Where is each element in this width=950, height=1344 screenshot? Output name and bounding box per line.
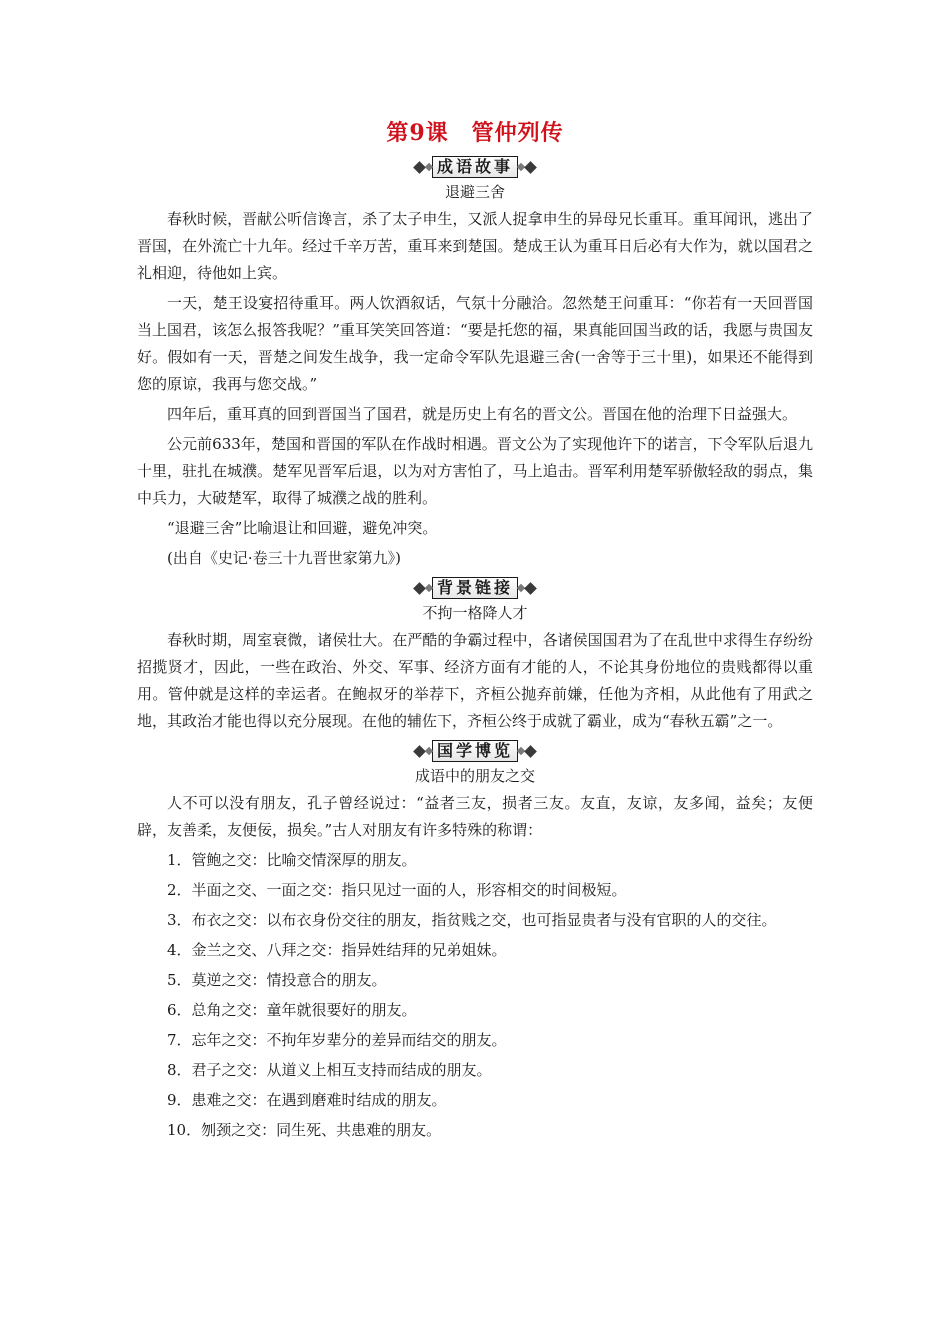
left-diamond-ornament <box>415 584 432 593</box>
section-subtitle: 不拘一格降人才 <box>422 604 528 622</box>
list-item: 6．总角之交：童年就很要好的朋友。 <box>167 1001 417 1019</box>
paragraph: 春秋时期，周室衰微，诸侯壮大。在严酷的争霸过程中，各诸侯国国君为了在乱世中求得生存纷纷招揽贤才，因此，一些在政治、外交、军事、经济方面有才能的人，不论其身份地位的贵贱都得以重用。管仲就是这样的幸运者。在鲍叔牙的举荐下，齐桓公抛弃前嫌，任他为齐相，从此他有了用武之地，其政治才能也得以充分展现。在他的辅佐下，齐桓公终于成就了霸业，成为“春秋五霸”之一。 <box>137 631 813 730</box>
list-item: 2．半面之交、一面之交：指只见过一面的人，形容相交的时间极短。 <box>167 881 627 899</box>
list-item: 5．莫逆之交：情投意合的朋友。 <box>167 971 387 989</box>
paragraph: 一天，楚王设宴招待重耳。两人饮酒叙话，气氛十分融洽。忽然楚王问重耳：“你若有一天回晋国当上国君，该怎么报答我呢？”重耳笑笑回答道：“要是托您的福，果真能回国当政的话，我愿与贵国友好。假如有一天，晋楚之间发生战争，我一定命令军队先退避三舍(一舍等于三十里)，如果还不能得到您的原谅，我再与您交战。” <box>137 294 813 393</box>
list-item: 9．患难之交：在遇到磨难时结成的朋友。 <box>167 1091 447 1109</box>
list-item: 10．刎颈之交：同生死、共患难的朋友。 <box>167 1121 442 1139</box>
list-item: 1．管鲍之交：比喻交情深厚的朋友。 <box>167 851 417 869</box>
paragraph: 人不可以没有朋友，孔子曾经说过：“益者三友，损者三友。友直，友谅，友多闻，益矣；友便辟，友善柔，友便佞，损矣。”古人对朋友有许多特殊的称谓： <box>137 794 813 839</box>
section-label: 背景链接 <box>432 577 518 599</box>
section-label: 国学博览 <box>432 740 518 762</box>
section-label: 成语故事 <box>432 156 518 178</box>
right-diamond-ornament <box>518 163 535 172</box>
list-item: 3．布衣之交：以布衣身份交往的朋友，指贫贱之交，也可指显贵者与没有官职的人的交往。 <box>167 911 777 929</box>
source-citation: (出自《史记·卷三十九晋世家第九》) <box>167 549 401 567</box>
right-diamond-ornament <box>518 584 535 593</box>
paragraph: 公元前633年，楚国和晋国的军队在作战时相遇。晋文公为了实现他许下的诺言，下令军队后退九十里，驻扎在城濮。楚军见晋军后退，以为对方害怕了，马上追击。晋军利用楚军骄傲轻敌的弱点，集中兵力，大破楚军，取得了城濮之战的胜利。 <box>137 435 813 507</box>
document-page <box>137 118 813 1147</box>
diamond-icon <box>524 161 537 174</box>
right-diamond-ornament <box>518 747 535 756</box>
left-diamond-ornament <box>415 163 432 172</box>
paragraph: 春秋时候，晋献公听信谗言，杀了太子申生，又派人捉拿申生的异母兄长重耳。重耳闻讯，逃出了晋国，在外流亡十九年。经过千辛万苦，重耳来到楚国。楚成王认为重耳日后必有大作为，就以国君之礼相迎，待他如上宾。 <box>137 210 813 282</box>
section-subtitle: 退避三舍 <box>444 183 505 201</box>
diamond-icon <box>524 582 537 595</box>
list-item: 4．金兰之交、八拜之交：指异姓结拜的兄弟姐妹。 <box>167 941 507 959</box>
paragraph: 四年后，重耳真的回到晋国当了国君，就是历史上有名的晋文公。晋国在他的治理下日益强大。 <box>167 405 798 423</box>
section-header-background <box>137 575 813 601</box>
left-diamond-ornament <box>415 747 432 756</box>
section-header-idiom-story <box>137 154 813 180</box>
section-subtitle: 成语中的朋友之交 <box>414 767 535 785</box>
lesson-title: 第9课 管仲列传 <box>386 120 564 146</box>
list-item: 7．忘年之交：不拘年岁辈分的差异而结交的朋友。 <box>167 1031 507 1049</box>
diamond-icon <box>524 745 537 758</box>
list-item: 8．君子之交：从道义上相互支持而结成的朋友。 <box>167 1061 492 1079</box>
section-header-sinology <box>137 738 813 764</box>
paragraph: “退避三舍”比喻退让和回避，避免冲突。 <box>167 519 438 537</box>
